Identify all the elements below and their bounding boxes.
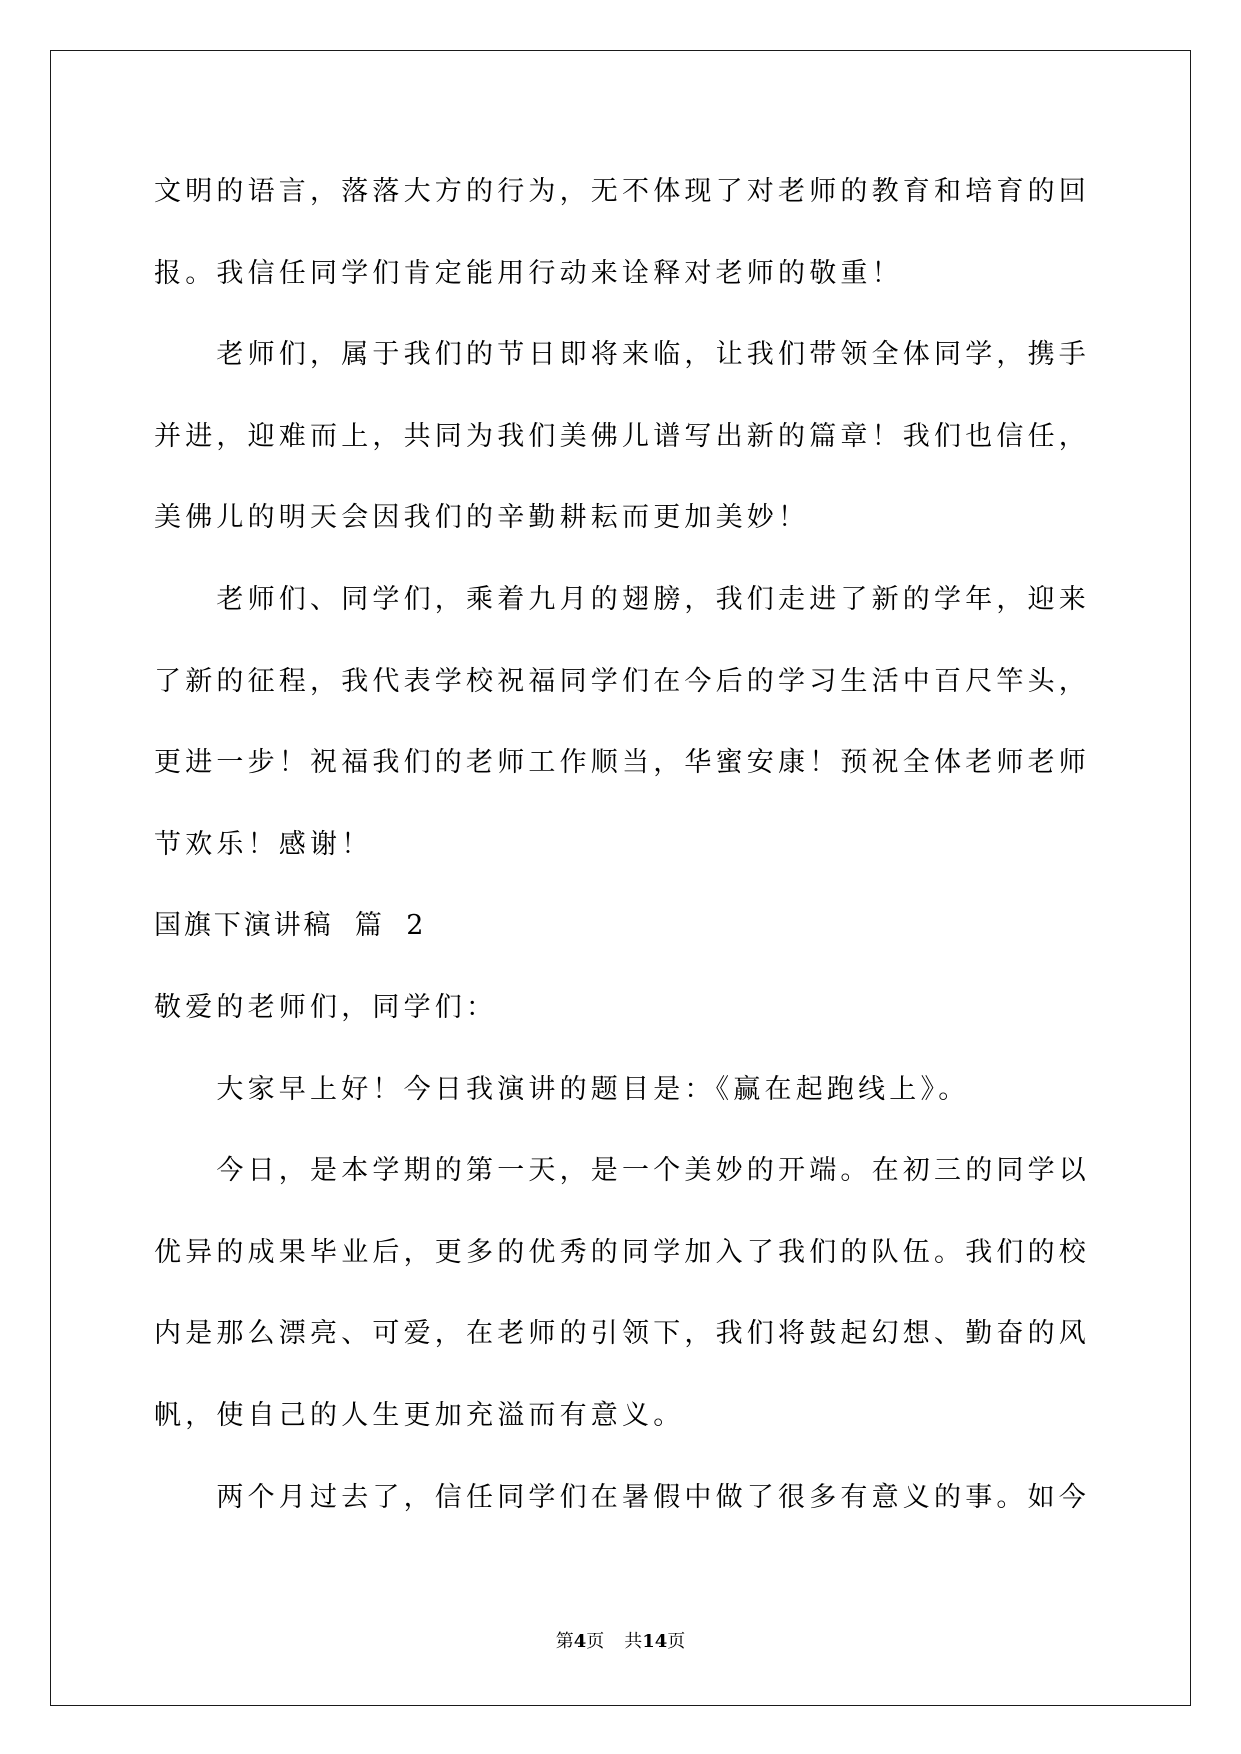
paragraph-line: 节欢乐！感谢！	[154, 828, 373, 860]
paragraph-line: 大家早上好！今日我演讲的题目是：《赢在起跑线上》。	[216, 1073, 970, 1105]
paragraph-line: 老师们，属于我们的节日即将来临，让我们带领全体同学，携手	[216, 339, 1090, 371]
paragraph-line: 文明的语言，落落大方的行为，无不体现了对老师的教育和培育的回	[154, 176, 1090, 207]
total-pages-prefix: 共	[624, 1631, 643, 1652]
paragraph-line: 更进一步！祝福我们的老师工作顺当，华蜜安康！预祝全体老师老师	[154, 747, 1090, 779]
paragraph-line: 优异的成果毕业后，更多的优秀的同学加入了我们的队伍。我们的校	[154, 1236, 1090, 1268]
paragraph-line: 两个月过去了，信任同学们在暑假中做了很多有意义的事。如今	[216, 1481, 1090, 1513]
document-body	[154, 151, 1090, 1538]
paragraph	[154, 1130, 1090, 1456]
page-number: 4	[573, 1631, 587, 1652]
paragraph-line: 报。我信任同学们肯定能用行动来诠释对老师的敬重！	[154, 257, 903, 289]
paragraph-line: 内是那么漂亮、可爱，在老师的引领下，我们将鼓起幻想、勤奋的风	[154, 1318, 1090, 1350]
document-page	[50, 50, 1191, 1706]
total-pages-suffix: 页	[667, 1631, 686, 1652]
total-pages: 14	[642, 1631, 668, 1652]
paragraph-line: 美佛儿的明天会因我们的辛勤耕耘而更加美妙！	[154, 502, 810, 534]
paragraph-line: 今日，是本学期的第一天，是一个美妙的开端。在初三的同学以	[216, 1155, 1090, 1187]
paragraph	[154, 1049, 1090, 1131]
section-heading: 国旗下演讲稿 篇 2	[154, 910, 427, 942]
paragraph	[154, 151, 1090, 314]
paragraph-line: 帆，使自己的人生更加充溢而有意义。	[154, 1399, 685, 1431]
paragraph-line: 老师们、同学们，乘着九月的翅膀，我们走进了新的学年，迎来	[216, 583, 1090, 615]
paragraph-line: 了新的征程，我代表学校祝福同学们在今后的学习生活中百尺竿头，	[154, 665, 1090, 697]
page-number-suffix: 页	[586, 1631, 605, 1652]
paragraph-line: 并进，迎难而上，共同为我们美佛儿谱写出新的篇章！我们也信任，	[154, 420, 1090, 452]
page-number-prefix: 第	[555, 1631, 574, 1652]
paragraph	[154, 314, 1090, 559]
paragraph	[154, 559, 1090, 885]
page-footer	[51, 1630, 1190, 1654]
salutation: 敬爱的老师们，同学们：	[154, 991, 498, 1023]
paragraph	[154, 1457, 1090, 1539]
